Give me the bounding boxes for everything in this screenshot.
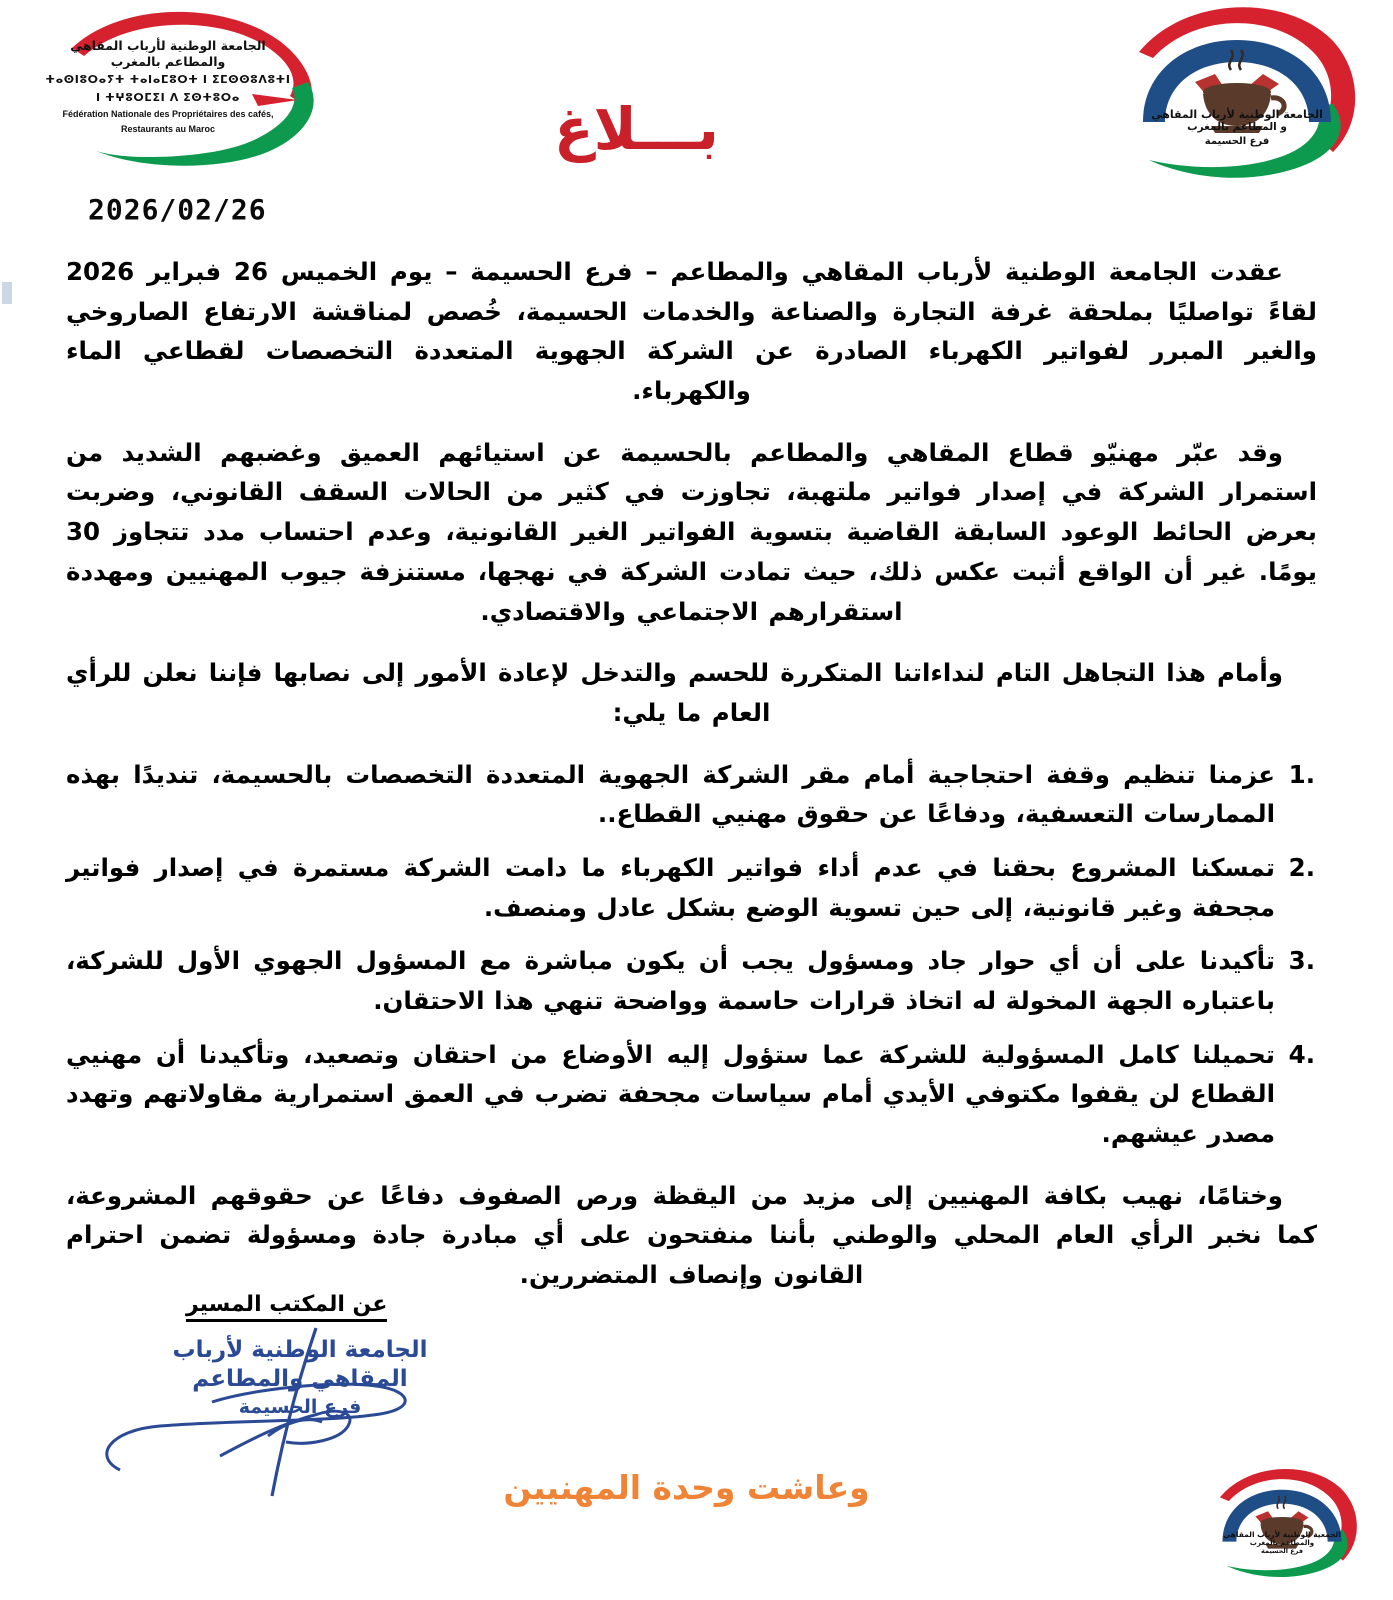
document-header bbox=[0, 0, 1393, 190]
stamp-line-2: المقاهي والمطاعم bbox=[192, 1366, 408, 1393]
logo-left-tifinagh-2: ⵏ ⵜⵖⵓⵔⵎⵉⵏ ⴷ ⵉⵙⵜⵓⵔⴰ bbox=[96, 91, 240, 104]
signature-block bbox=[0, 1292, 1393, 1492]
paragraph-intro: عقدت الجامعة الوطنية لأرباب المقاهي والمطاعم – فرع الحسيمة – يوم الخميس 26 فبراير 2026 لقاءً تواصليًا بملحقة غرفة التجارة والصناعة والخدمات الحسيمة، خُصص لمناقشة الارتفاع الصاروخي والغير المبرر لفواتير الكهرباء الصادرة عن الشركة الجهوية المتعددة التخصصات لقطاعي الماء والكهرباء. bbox=[66, 257, 1317, 406]
organization-stamp bbox=[150, 1336, 450, 1466]
footer-logo-arabic-1: الجمعية الوطنية لأرباب المقاهي bbox=[1223, 1530, 1341, 1539]
logo-right-icon bbox=[1087, 0, 1387, 185]
footer-logo-icon bbox=[1187, 1448, 1377, 1598]
association-alhoceima-logo bbox=[1087, 0, 1387, 185]
footer-logo-arabic-3: فرع الحسيمة bbox=[1261, 1547, 1303, 1556]
list-item: عزمنا تنظيم وقفة احتجاجية أمام مقر الشركة الجهوية المتعددة التخصصات بالحسيمة، تنديدًا بهذه الممارسات التعسفية، ودفاعًا عن حقوق مهنيي القطاع.. bbox=[66, 759, 1275, 829]
list-item: تحميلنا كامل المسؤولية للشركة عما ستؤول إليه الأوضاع من احتقان وتصعيد، وتأكيدنا أن مهنيي القطاع لن يقفوا مكتوفي الأيدي أمام سياسات مجحفة تضرب في العمق استمرارية مقاولاتهم وتهدد مصدر عيشهم. bbox=[66, 1039, 1275, 1149]
stamp-line-1: الجامعة الوطنية لأرباب bbox=[172, 1337, 428, 1363]
paragraph-closing: وختامًا، نهيب بكافة المهنيين إلى مزيد من اليقظة ورص الصفوف دفاعًا عن حقوقهم المشروعة، كما نخبر الرأي العام المحلي والوطني بأننا منفتحون على أي مبادرة جادة ومسؤولة تضمن احترام القانون وإنصاف المتضررين. bbox=[66, 1180, 1317, 1290]
logo-right-arabic-1: الجامعة الوطنية لأرباب المقاهي bbox=[1151, 108, 1323, 121]
list-item: تمسكنا المشروع بحقنا في عدم أداء فواتير الكهرباء ما دامت الشركة مستمرة في إصدار فواتير مجحفة وغير قانونية، إلى حين تسوية الوضع بشكل عادل ومنصف. bbox=[66, 852, 1275, 922]
signature-heading: عن المكتب المسير bbox=[186, 1292, 387, 1322]
logo-right-arabic-2: و المطاعم بالمغرب bbox=[1187, 121, 1287, 134]
logo-left-arabic-2: والمطاعم بالمغرب bbox=[110, 53, 226, 69]
logo-left-tifinagh-1: ⵜⴰⵙⵏⵓⵔⴰⵢⵜ ⵜⴰⵏⴰⵎⵓⵔⵜ ⵏ ⵉⵎⵙⵙⵓⴷⵓⵜⵏ bbox=[45, 73, 291, 87]
logo-right-arabic-3: فرع الحسيمة bbox=[1204, 135, 1270, 147]
association-alhoceima-logo-small bbox=[1187, 1448, 1377, 1598]
logo-left-arabic-1: الجامعة الوطنية لأرباب المقاهي bbox=[70, 38, 266, 53]
scan-artifact bbox=[2, 282, 12, 304]
page-title: بـــلاغ bbox=[554, 95, 719, 163]
closing-slogan: وعاشت وحدة المهنيين bbox=[503, 1468, 870, 1507]
stamp-line-3: فرع الحسيمة bbox=[238, 1395, 362, 1418]
paragraph-announcement: وأمام هذا التجاهل التام لنداءاتنا المتكررة للحسم والتدخل لإعادة الأمور إلى نصابها فإننا نعلن للرأي العام ما يلي: bbox=[66, 658, 1283, 727]
logo-left-french-1: Fédération Nationale des Propriétaires des cafés, bbox=[62, 108, 274, 119]
logo-left-french-2: Restaurants au Maroc bbox=[120, 123, 216, 134]
document-date: 2026/02/26 bbox=[88, 193, 267, 226]
footer-logo-arabic-2: والمطاعم بالمغرب bbox=[1249, 1539, 1315, 1547]
list-item: تأكيدنا على أن أي حوار جاد ومسؤول يجب أن يكون مباشرة مع المسؤول الجهوي الأول للشركة، باعتباره الجهة المخولة له اتخاذ قرارات حاسمة وواضحة تنهي هذا الاحتقان. bbox=[66, 946, 1275, 1015]
document-body bbox=[66, 252, 1317, 1317]
paragraph-grievance: وقد عبّر مهنيّو قطاع المقاهي والمطاعم بالحسيمة عن استيائهم العميق وغضبهم الشديد من استمرار الشركة في إصدار فواتير ملتهبة، تجاوزت في كثير من الحالات السقف القانوني، وضربت بعرض الحائط الوعود السابقة القاضية بتسوية الفواتير الغير القانونية، وعدم احتساب مدد تتجاوز 30 يومًا. غير أن الواقع أثبت عكس ذلك، حيث تمادت الشركة في نهجها، مستنزفة جيوب المهنيين ومهددة استقرارهم الاجتماعي والاقتصادي. bbox=[66, 437, 1317, 626]
demands-list bbox=[66, 755, 1317, 1154]
